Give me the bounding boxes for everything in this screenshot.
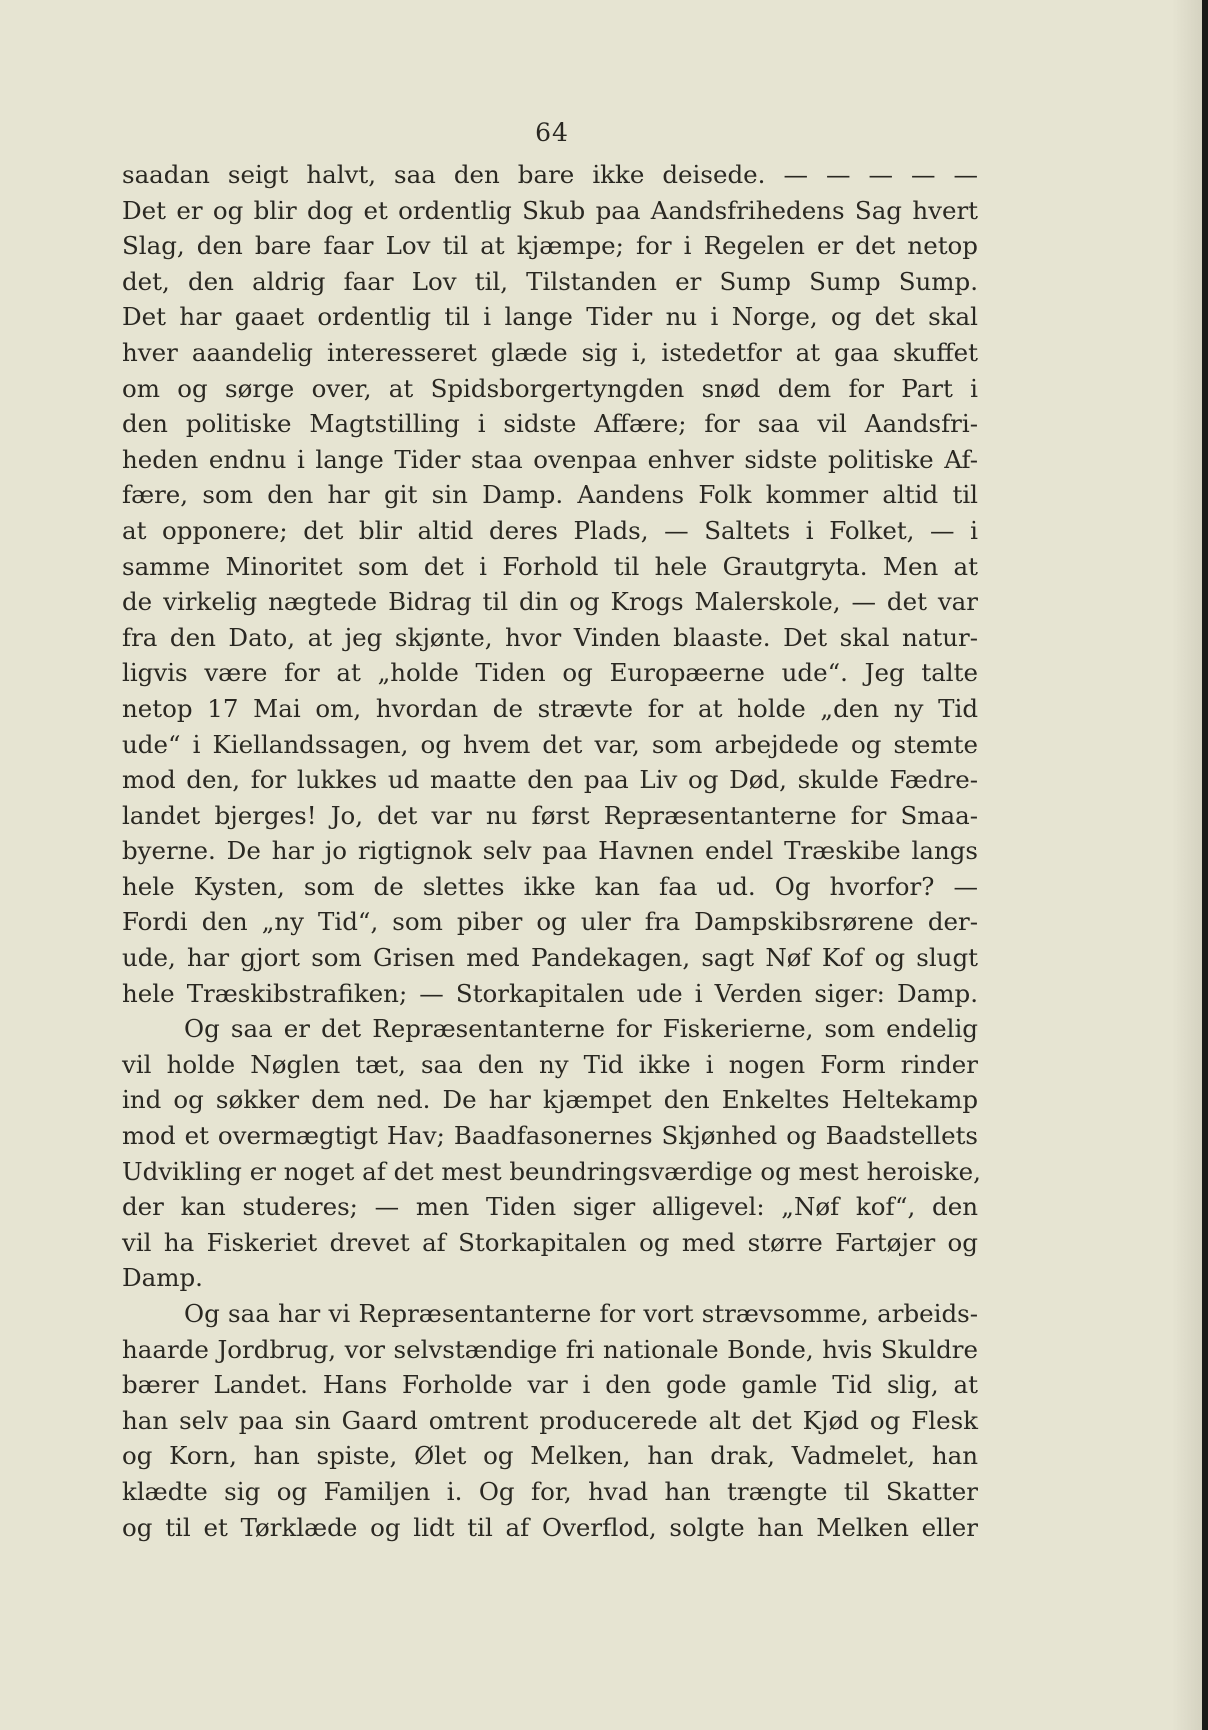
page-gutter-shadow: [1172, 0, 1202, 1730]
text-line: klædte sig og Familjen i. Og for, hvad han trængte til Skatter: [122, 1476, 978, 1506]
page-edge: [1202, 0, 1208, 1730]
text-line: hele Træskibstrafiken; — Storkapitalen ude i Verden siger: Damp.: [122, 978, 978, 1008]
text-line: Det har gaaet ordentlig til i lange Tider nu i Norge, og det skal: [122, 302, 978, 332]
text-line: fære, som den har git sin Damp. Aandens Folk kommer altid til: [122, 480, 978, 510]
text-line: Udvikling er noget af det mest beundringsværdige og mest heroiske,: [122, 1156, 981, 1186]
text-line: Det er og blir dog et ordentlig Skub paa Aandsfrihedens Sag hvert: [122, 195, 978, 225]
page-number: 64: [535, 118, 569, 147]
text-line: bærer Landet. Hans Forholde var i den gode gamle Tid slig, at: [122, 1370, 978, 1400]
text-line: vil ha Fiskeriet drevet af Storkapitalen og med større Fartøjer og: [122, 1227, 978, 1257]
text-line: der kan studeres; — men Tiden siger alligevel: „Nøf kof“, den: [122, 1192, 978, 1222]
text-line: de virkelig nægtede Bidrag til din og Krogs Malerskole, — det var: [122, 587, 978, 617]
text-line: Damp.: [122, 1263, 203, 1293]
text-line: mod et overmægtigt Hav; Baadfasonernes Skjønhed og Baadstellets: [122, 1121, 978, 1151]
text-line: landet bjerges! Jo, det var nu først Repræsentanterne for Smaa-: [122, 800, 978, 830]
text-line: han selv paa sin Gaard omtrent producerede alt det Kjød og Flesk: [122, 1405, 978, 1435]
text-line: byerne. De har jo rigtignok selv paa Havnen endel Træskibe langs: [122, 836, 978, 866]
text-line: hver aaandelig interesseret glæde sig i, istedetfor at gaa skuffet: [122, 337, 978, 367]
text-line: saadan seigt halvt, saa den bare ikke deisede. — — — — —: [122, 160, 978, 189]
text-line: netop 17 Mai om, hvordan de strævte for at holde „den ny Tid: [122, 693, 978, 723]
text-line: ude, har gjort som Grisen med Pandekagen, sagt Nøf Kof og slugt: [122, 943, 978, 973]
text-line: og Korn, han spiste, Ølet og Melken, han drak, Vadmelet, han: [122, 1441, 978, 1471]
text-line: heden endnu i lange Tider staa ovenpaa enhver sidste politiske Af-: [122, 444, 978, 474]
text-line: fra den Dato, at jeg skjønte, hvor Vinden blaaste. Det skal natur-: [122, 622, 978, 652]
body-text: [122, 157, 981, 1545]
text-line: om og sørge over, at Spidsborgertyngden snød dem for Part i: [122, 373, 978, 403]
text-line: hele Kysten, som de slettes ikke kan faa ud. Og hvorfor? —: [122, 871, 978, 901]
text-line: vil holde Nøglen tæt, saa den ny Tid ikke i nogen Form rinder: [122, 1049, 978, 1079]
text-line: ind og søkker dem ned. De har kjæmpet den Enkeltes Heltekamp: [122, 1085, 978, 1115]
text-line: at opponere; det blir altid deres Plads, — Saltets i Folket, — i: [122, 515, 978, 545]
text-line: det, den aldrig faar Lov til, Tilstanden er Sump Sump Sump.: [122, 266, 978, 296]
text-line: haarde Jordbrug, vor selvstændige fri nationale Bonde, hvis Skuldre: [122, 1334, 978, 1364]
text-line: og til et Tørklæde og lidt til af Overflod, solgte han Melken eller: [122, 1512, 978, 1542]
text-line: ude“ i Kiellandssagen, og hvem det var, som arbejdede og stemte: [122, 729, 978, 759]
text-line: ligvis være for at „holde Tiden og Europæerne ude“. Jeg talte: [122, 658, 978, 688]
text-line: den politiske Magtstilling i sidste Affære; for saa vil Aandsfri-: [122, 409, 978, 439]
text-line: mod den, for lukkes ud maatte den paa Liv og Død, skulde Fædre-: [122, 765, 978, 795]
text-line: samme Minoritet som det i Forhold til hele Grautgryta. Men at: [122, 551, 978, 581]
text-line: Fordi den „ny Tid“, som piber og uler fra Dampskibsrørene der-: [122, 907, 978, 937]
text-line: Slag, den bare faar Lov til at kjæmpe; for i Regelen er det netop: [122, 231, 978, 261]
text-line: Og saa er det Repræsentanterne for Fiskerierne, som endelig: [184, 1014, 978, 1044]
text-line: Og saa har vi Repræsentanterne for vort strævsomme, arbeids-: [184, 1299, 978, 1328]
